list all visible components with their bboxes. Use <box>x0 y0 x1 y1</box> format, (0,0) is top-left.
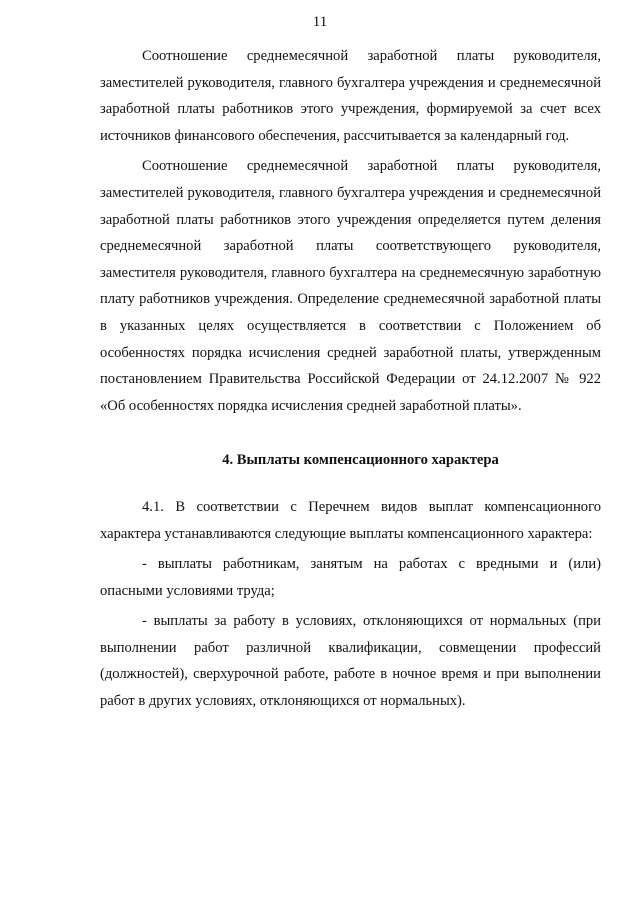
paragraph-salary-ratio-period: Соотношение среднемесячной заработной платы руководителя, заместителей руководителя, главного бухгалтера учреждения и среднемесячной заработной платы работников этого учреждения, формируемой за счет всех источников финансового обеспечения, рассчитывается за календарный год. <box>100 48 601 144</box>
section-heading: 4. Выплаты компенсационного характера <box>222 452 499 469</box>
page-number: 11 <box>312 14 328 30</box>
list-item-harmful-conditions: - выплаты работникам, занятым на работах с вредными и (или) опасными условиями труда; <box>100 556 601 599</box>
paragraph-salary-ratio-method: Соотношение среднемесячной заработной платы руководителя, заместителей руководителя, главного бухгалтера учреждения и среднемесячной заработной платы работников этого учреждения определяется путем деления среднемесячной заработной платы соответствующего руководителя, заместителя руководителя, главного бухгалтера на среднемесячную заработную плату работников учреждения. Определение среднемесячной заработной платы в указанных целях осуществляется в соответствии с Положением об особенностях порядка исчисления средней заработной платы, утвержденным постановлением Правительства Российской Федерации от 24.12.2007 № 922 «Об особенностях порядка исчисления средней заработной платы». <box>100 158 601 414</box>
page-content <box>100 43 601 715</box>
list-item-abnormal-conditions: - выплаты за работу в условиях, отклоняющихся от нормальных (при выполнении работ различной квалификации, совмещении профессий (должностей), сверхурочной работе, работе в ночное время и при выполнении работ в других условиях, отклоняющихся от нормальных). <box>100 613 601 710</box>
spacer <box>100 419 601 447</box>
spacer <box>100 474 601 494</box>
paragraph-compensation-list-intro: 4.1. В соответствии с Перечнем видов выплат компенсационного характера устанавливаются следующие выплаты компенсационного характера: <box>100 498 601 542</box>
